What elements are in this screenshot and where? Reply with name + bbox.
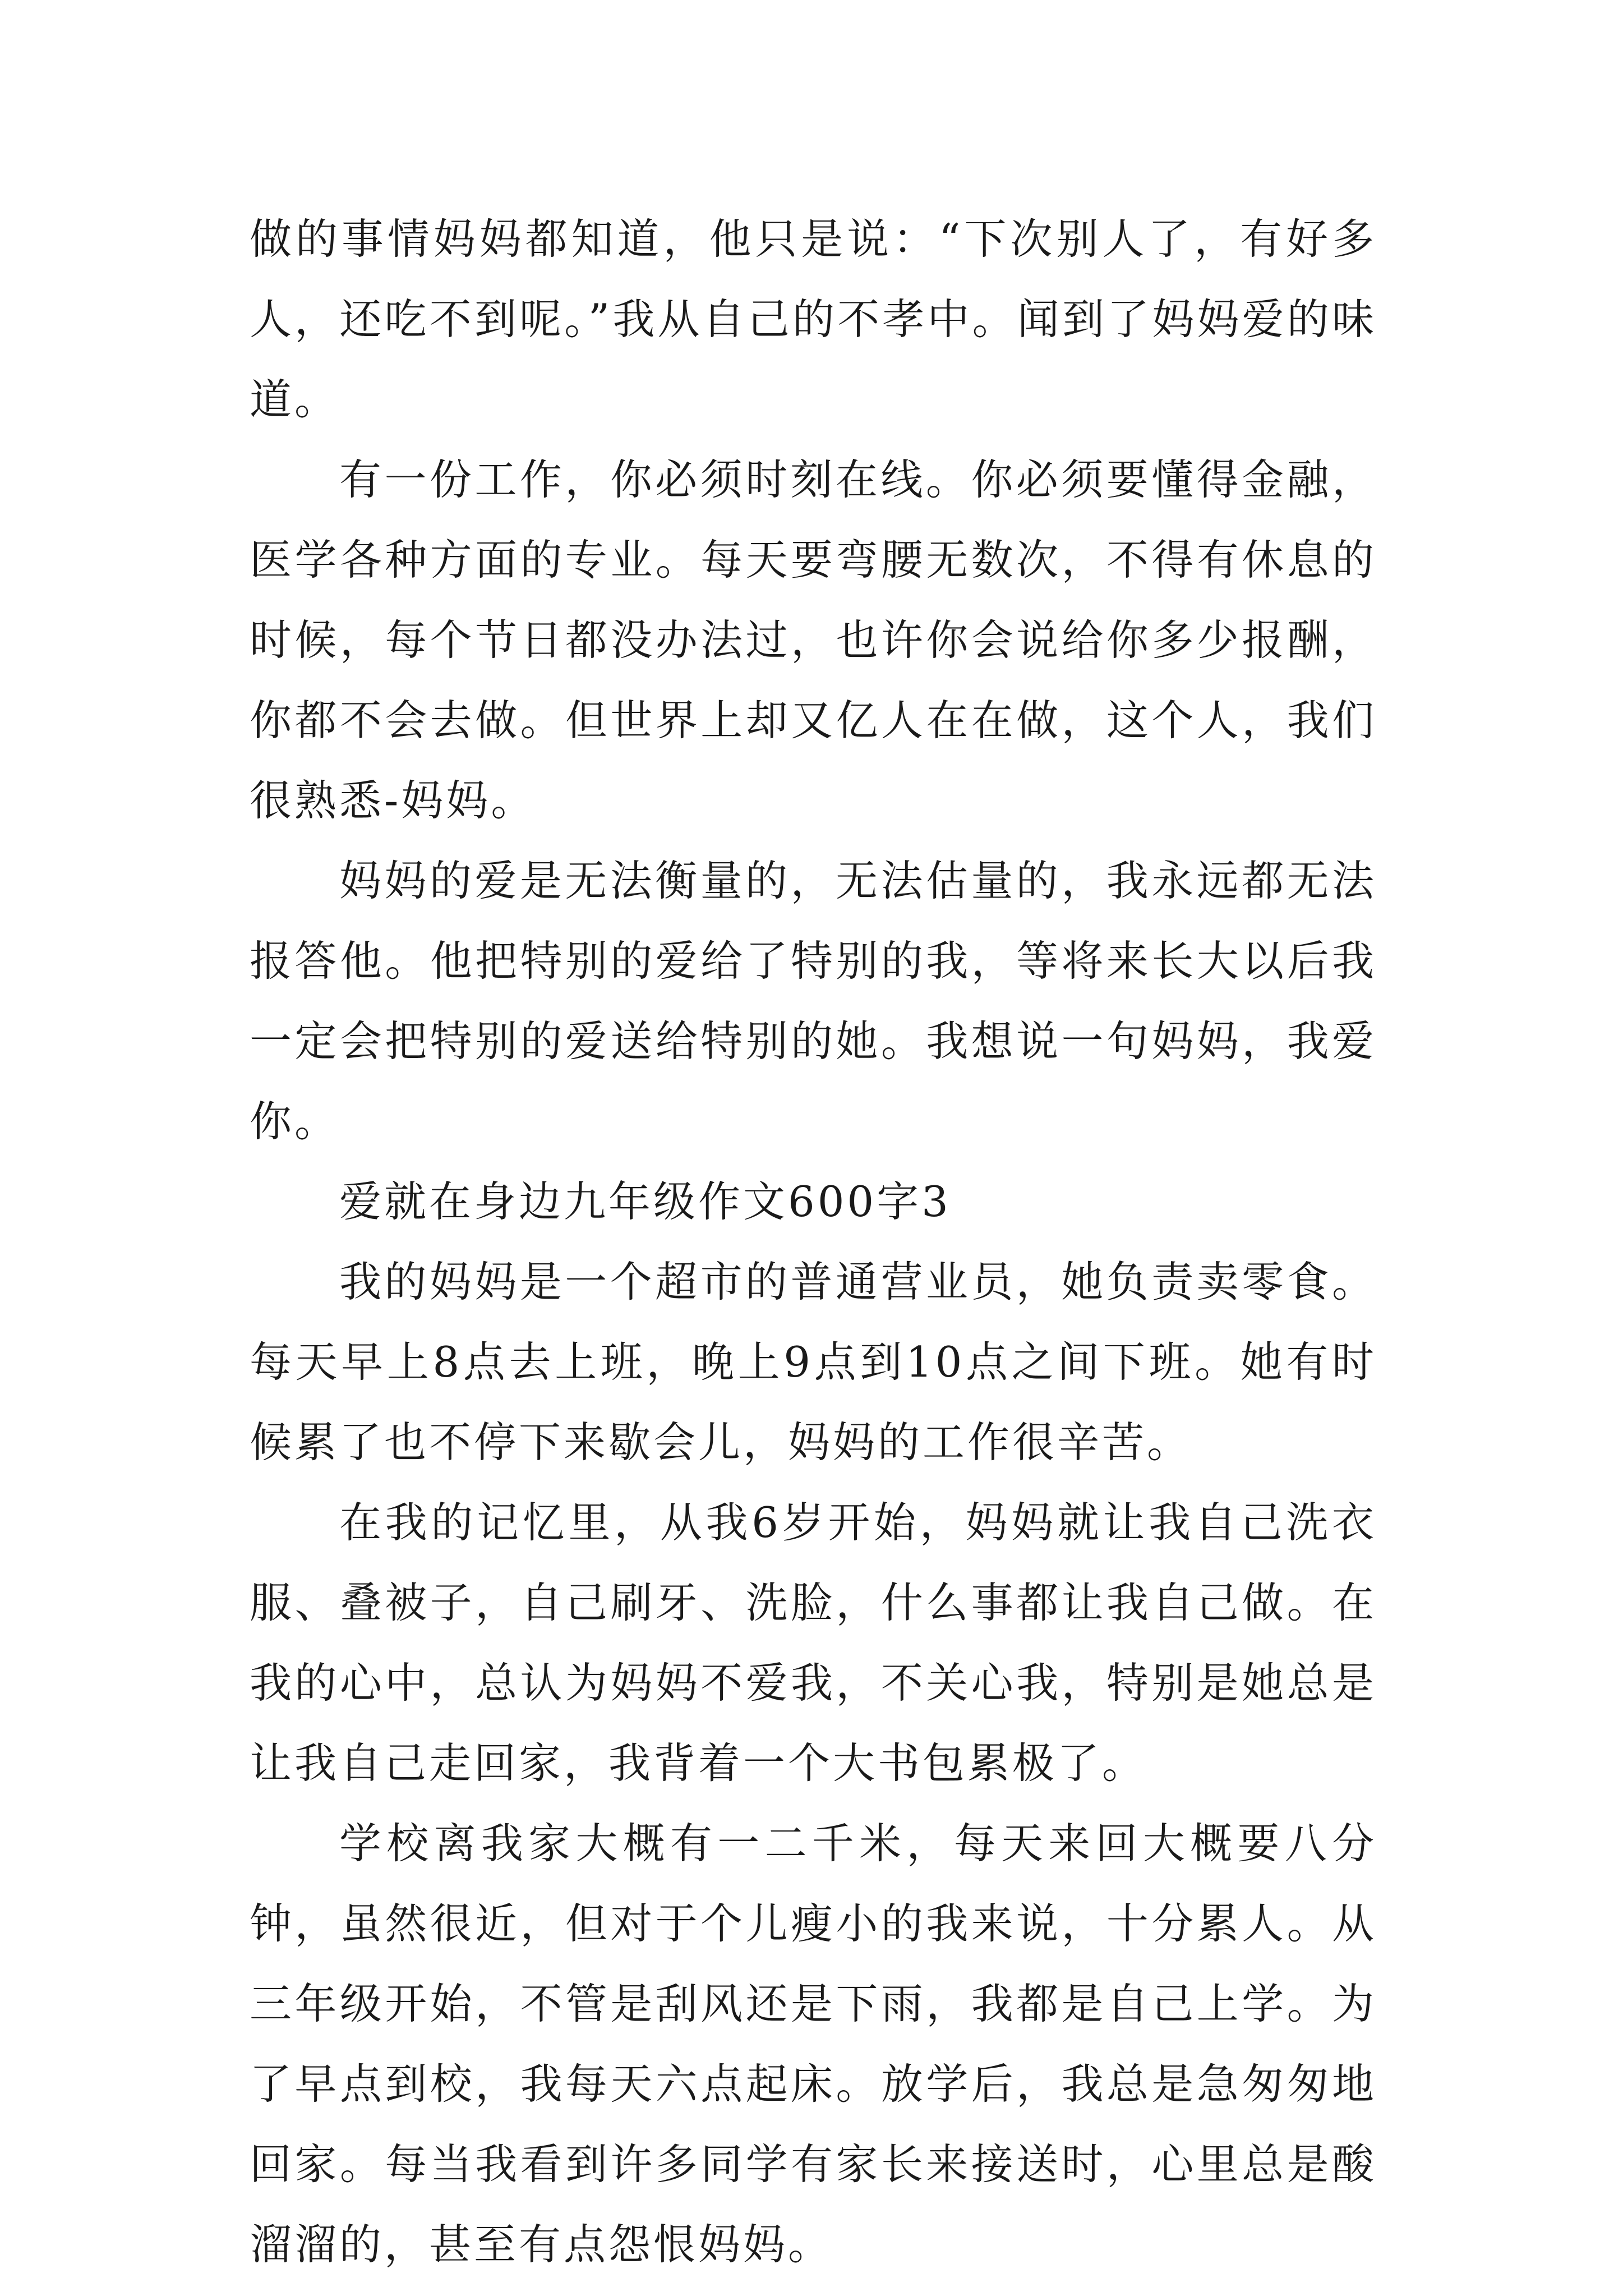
paragraph: 有一份工作，你必须时刻在线。你必须要懂得金融，医学各种方面的专业。每天要弯腰无数次，不得有休息的时候，每个节日都没办法过，也许你会说给你多少报酬，你都不会去做。但世界上却又亿人在在做，这个人，我们很熟悉-妈妈。	[250, 455, 1377, 825]
paragraph-continued: 做的事情妈妈都知道，他只是说：“下次别人了，有好多人，还吃不到呢。”我从自己的不孝中。闻到了妈妈爱的味道。	[250, 214, 1377, 424]
paragraph: 我的妈妈是一个超市的普通营业员，她负责卖零食。每天早上8点去上班，晚上9点到10点之间下班。她有时候累了也不停下来歇会儿，妈妈的工作很辛苦。	[250, 1257, 1377, 1467]
section-heading: 爱就在身边九年级作文600字3	[339, 1177, 951, 1226]
paragraph: 妈妈的爱是无法衡量的，无法估量的，我永远都无法报答他。他把特别的爱给了特别的我，等将来长大以后我一定会把特别的爱送给特别的她。我想说一句妈妈，我爱你。	[250, 856, 1377, 1146]
document-body	[250, 199, 1377, 2285]
paragraph: 学校离我家大概有一二千米，每天来回大概要八分钟，虽然很近，但对于个儿瘦小的我来说，十分累人。从三年级开始，不管是刮风还是下雨，我都是自己上学。为了早点到校，我每天六点起床。放学后，我总是急匆匆地回家。每当我看到许多同学有家长来接送时，心里总是酸溜溜的，甚至有点怨恨妈妈。	[250, 1819, 1377, 2269]
paragraph: 在我的记忆里，从我6岁开始，妈妈就让我自己洗衣服、叠被子，自己刷牙、洗脸，什么事都让我自己做。在我的心中，总认为妈妈不爱我，不关心我，特别是她总是让我自己走回家，我背着一个大书包累极了。	[250, 1498, 1377, 1788]
